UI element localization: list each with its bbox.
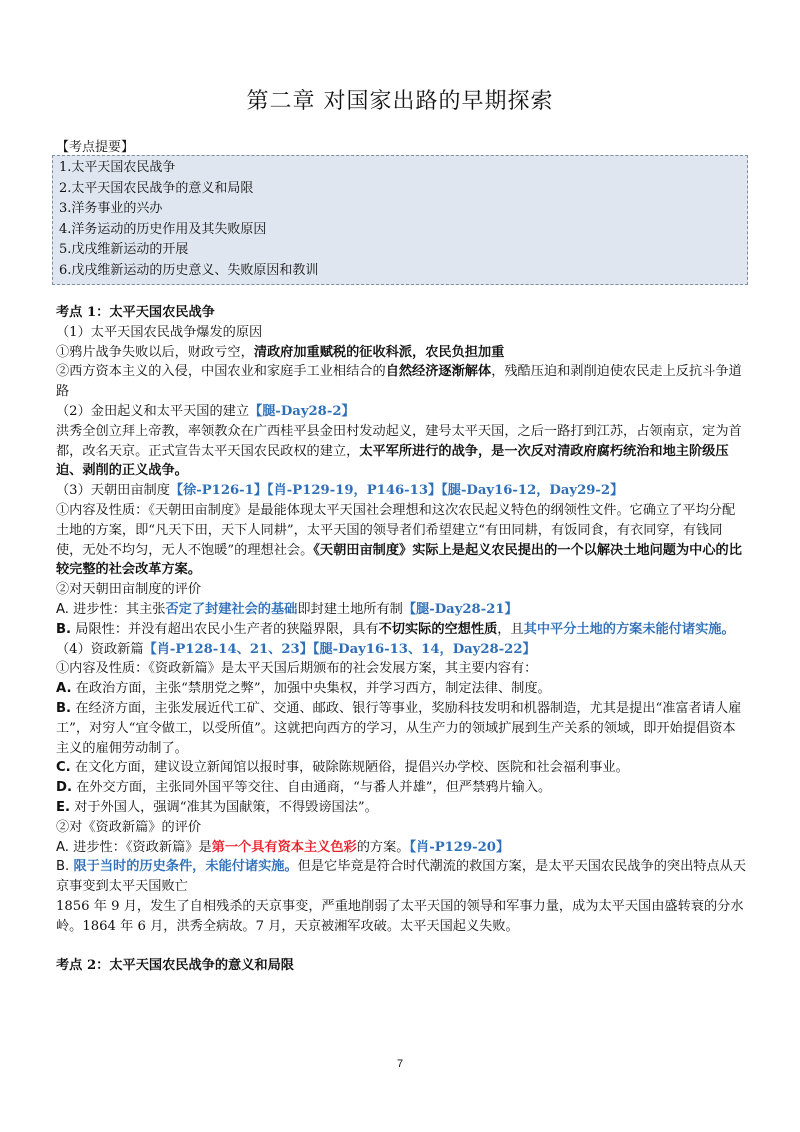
- summary-item: 1.太平天国农民战争: [59, 160, 176, 175]
- item-marker: E.: [56, 799, 71, 815]
- reference-tag: 【腿-Day28-21】: [402, 601, 518, 617]
- list-item: [56, 699, 746, 758]
- list-item: [56, 600, 746, 620]
- text: ，且: [497, 621, 524, 637]
- text: 但是它毕竟是符合时代潮流的救国方案，是太平天国农民战争的突出特点从天京事变到太平天国败亡: [56, 859, 747, 895]
- list-item: [56, 620, 746, 640]
- text: 局限性：并没有超出农民小生产者的狭隘界限，具有: [71, 621, 379, 637]
- text: ，残酷压迫和剥削迫使农民走上反抗斗争道路: [56, 364, 742, 400]
- text: 在政治方面，主张“禁朋党之弊”，加强中央集权，并学习西方，制定法律、制度。: [71, 681, 551, 697]
- item-marker: A.: [56, 839, 69, 855]
- highlight-text: 否定了封建社会的基础: [165, 601, 298, 617]
- list-item: [56, 778, 746, 798]
- bold-text: 《天朝田亩制度》实际上是起义农民提出的一个以解决土地问题为中心的比较完整的社会改革方案。: [56, 542, 742, 578]
- list-item: [56, 679, 746, 699]
- section-heading: 考点 2：太平天国农民战争的意义和局限: [56, 957, 294, 973]
- paragraph: [56, 362, 746, 402]
- text: 在经济方面，主张发展近代工矿、交通、邮政、银行等事业，奖励科技发明和机器制造，尤其是提出“准富者请人雇工”，对穷人“宜令做工，以受所值”。这就把向西方的学习，从生产力的领域扩展到生产关系的领域，即开始提倡资本主义的雇佣劳动制了。: [56, 700, 742, 756]
- text: 进步性：其主张: [68, 601, 166, 617]
- summary-item: 3.洋务事业的兴办: [59, 201, 163, 217]
- item-marker: B.: [56, 859, 70, 875]
- item-marker: B.: [56, 621, 72, 637]
- paragraph: ①内容及性质：《资政新篇》是太平天国后期颁布的社会发展方案，其主要内容有：: [56, 661, 538, 677]
- bold-text: 太平军所进行的战争，是一次反对清政府腐朽统治和地主阶级压迫、剥削的正义战争。: [56, 443, 729, 479]
- item-marker: A.: [56, 601, 69, 617]
- paragraph: [56, 422, 746, 481]
- text: 对于外国人，强调“准其为国献策，不得毁谤国法”。: [70, 799, 378, 815]
- item-marker: D.: [56, 780, 72, 796]
- spacer: [56, 937, 746, 956]
- text: 的方案。: [356, 839, 410, 855]
- chapter-title: 第二章 对国家出路的早期探索: [246, 89, 554, 114]
- summary-item: 4.洋务运动的历史作用及其失败原因: [59, 221, 267, 237]
- reference-tag: 【肖-P129-20】: [409, 839, 510, 855]
- subheading: [56, 481, 746, 501]
- text: ①鸦片战争失败以后，财政亏空，: [56, 344, 254, 360]
- summary-label: 【考点提要】: [56, 140, 135, 155]
- text: 即封建土地所有制: [297, 601, 403, 617]
- subheading: ②对天朝田亩制度的评价: [56, 582, 202, 598]
- reference-tag: 【肖-P128-14、21、23】【腿-Day16-13、14，Day28-22】: [143, 641, 536, 657]
- page-number: 7: [396, 1058, 404, 1070]
- bold-text: 自然经济逐渐解体: [385, 364, 492, 380]
- highlight-text: 其中平分土地的方案未能付诸实施。: [523, 621, 735, 637]
- highlight-text: 限于当时的历史条件，未能付诸实施。: [73, 859, 298, 875]
- text: 在外交方面，主张同外国平等交往、自由通商，“与番人并雄”，但严禁鸦片输入。: [71, 780, 552, 796]
- text: 在文化方面，建议设立新闻馆以报时事，破除陈规陋俗，提倡兴办学校、医院和社会福利事业。: [70, 760, 629, 776]
- main-content: [56, 303, 746, 975]
- red-highlight-text: 第一个具有资本主义色彩: [211, 839, 357, 855]
- reference-tag: 【腿-Day28-2】: [249, 403, 355, 419]
- summary-item: 2.太平天国农民战争的意义和局限: [59, 180, 254, 196]
- text: （3）天朝田亩制度: [56, 483, 170, 499]
- item-marker: A.: [56, 681, 72, 697]
- list-item: [56, 798, 746, 818]
- list-item: [56, 758, 746, 778]
- subheading: [56, 640, 746, 660]
- paragraph: 1856 年 9 月，发生了自相残杀的天京事变，严重地削弱了太平天国的领导和军事力量，成为太平天国由盛转衰的分水岭。1864 年 6 月，洪秀全病故。7 月，天京被湘军攻破。太平天国起义失败。: [56, 898, 744, 934]
- text: 洪秀全创立拜上帝教，率领教众在广西桂平县金田村发动起义，建号太平天国，之后一路打到江苏，占领南京，定为首都，改名天京。正式宣告太平天国农民政权的建立，: [56, 423, 742, 459]
- bold-text: 清政府加重赋税的征收科派，农民负担加重: [253, 344, 505, 360]
- summary-item: 5.戊戌维新运动的开展: [59, 242, 189, 258]
- list-item: [56, 838, 746, 858]
- paragraph: [56, 343, 746, 363]
- text: （4）资政新篇: [56, 641, 144, 657]
- subheading: ②对《资政新篇》的评价: [56, 819, 202, 835]
- text: ②西方资本主义的入侵，中国农业和家庭手工业相结合的: [56, 364, 386, 380]
- summary-item: 6.戊戌维新运动的历史意义、失败原因和教训: [59, 262, 319, 278]
- reference-tag: 【徐-P126-1】【肖-P129-19，P146-13】【腿-Day16-12，Day29-2】: [169, 483, 624, 499]
- text: 进步性：《资政新篇》是: [68, 839, 212, 855]
- subheading: （1）太平天国农民战争爆发的原因: [56, 324, 263, 340]
- bold-text: 不切实际的空想性质: [378, 621, 498, 637]
- item-marker: C.: [56, 760, 71, 776]
- paragraph: [56, 501, 746, 580]
- summary-box: [52, 155, 748, 285]
- list-item: [56, 857, 746, 897]
- item-marker: B.: [56, 700, 72, 716]
- section-heading: 考点 1：太平天国农民战争: [56, 305, 215, 320]
- text: ①内容及性质：《天朝田亩制度》是最能体现太平天国社会理想和这次农民起义特色的纲领性文件。它确立了平均分配土地的方案，即“凡天下田，天下人同耕”，太平天国的领导者们希望建立“有田同耕，有饭同食，有衣同穿，有钱同使，无处不均匀，无人不饱暖”的理想社会。: [56, 502, 736, 558]
- subheading: [56, 402, 746, 422]
- text: （2）金田起义和太平天国的建立: [56, 403, 250, 419]
